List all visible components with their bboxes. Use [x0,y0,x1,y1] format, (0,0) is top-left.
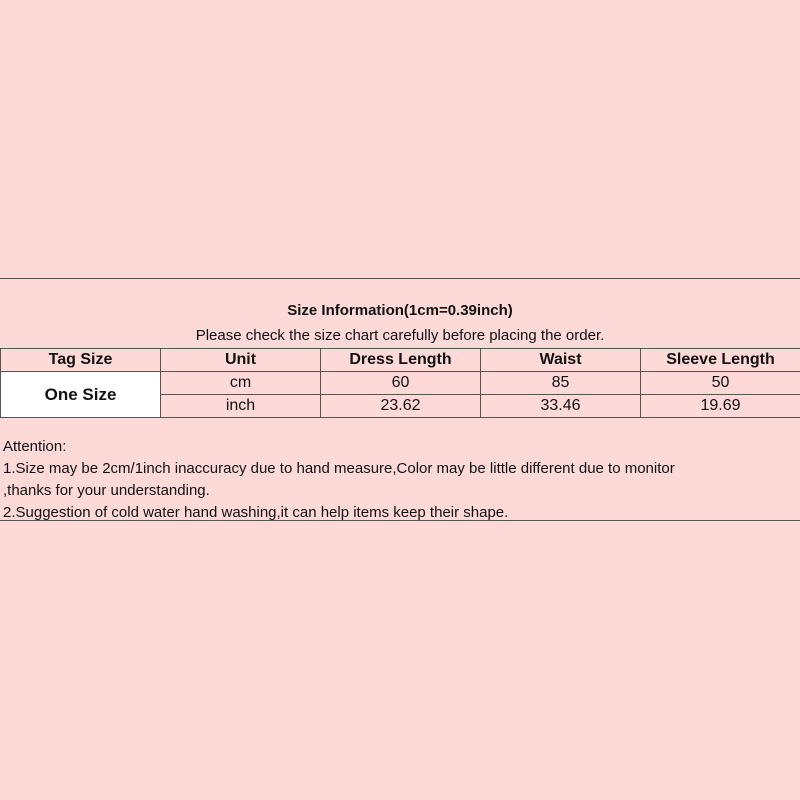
attention-notes [3,436,675,524]
table-row [1,372,800,395]
size-info-title: Size Information(1cm=0.39inch) [287,302,513,319]
dress-length-cell: 60 [321,372,481,395]
unit-cell: cm [161,372,321,395]
column-header-tag-size: Tag Size [1,349,161,372]
column-header-waist: Waist [481,349,641,372]
dress-length-cell: 23.62 [321,395,481,418]
attention-line: ,thanks for your understanding. [3,482,210,499]
waist-cell: 33.46 [481,395,641,418]
attention-heading: Attention: [3,438,67,455]
size-info-panel [0,278,800,521]
size-info-subtitle: Please check the size chart carefully before placing the order. [195,327,605,344]
size-table [0,348,800,418]
column-header-dress-length: Dress Length [321,349,481,372]
unit-cell: inch [161,395,321,418]
attention-line: 2.Suggestion of cold water hand washing,it can help items keep their shape. [3,504,509,521]
tag-size-cell: One Size [1,372,161,418]
column-header-unit: Unit [161,349,321,372]
sleeve-length-cell: 19.69 [641,395,800,418]
waist-cell: 85 [481,372,641,395]
column-header-sleeve-length: Sleeve Length [641,349,800,372]
table-header-row [1,349,800,372]
sleeve-length-cell: 50 [641,372,800,395]
attention-line: 1.Size may be 2cm/1inch inaccuracy due to hand measure,Color may be little different due to monitor [3,460,675,477]
